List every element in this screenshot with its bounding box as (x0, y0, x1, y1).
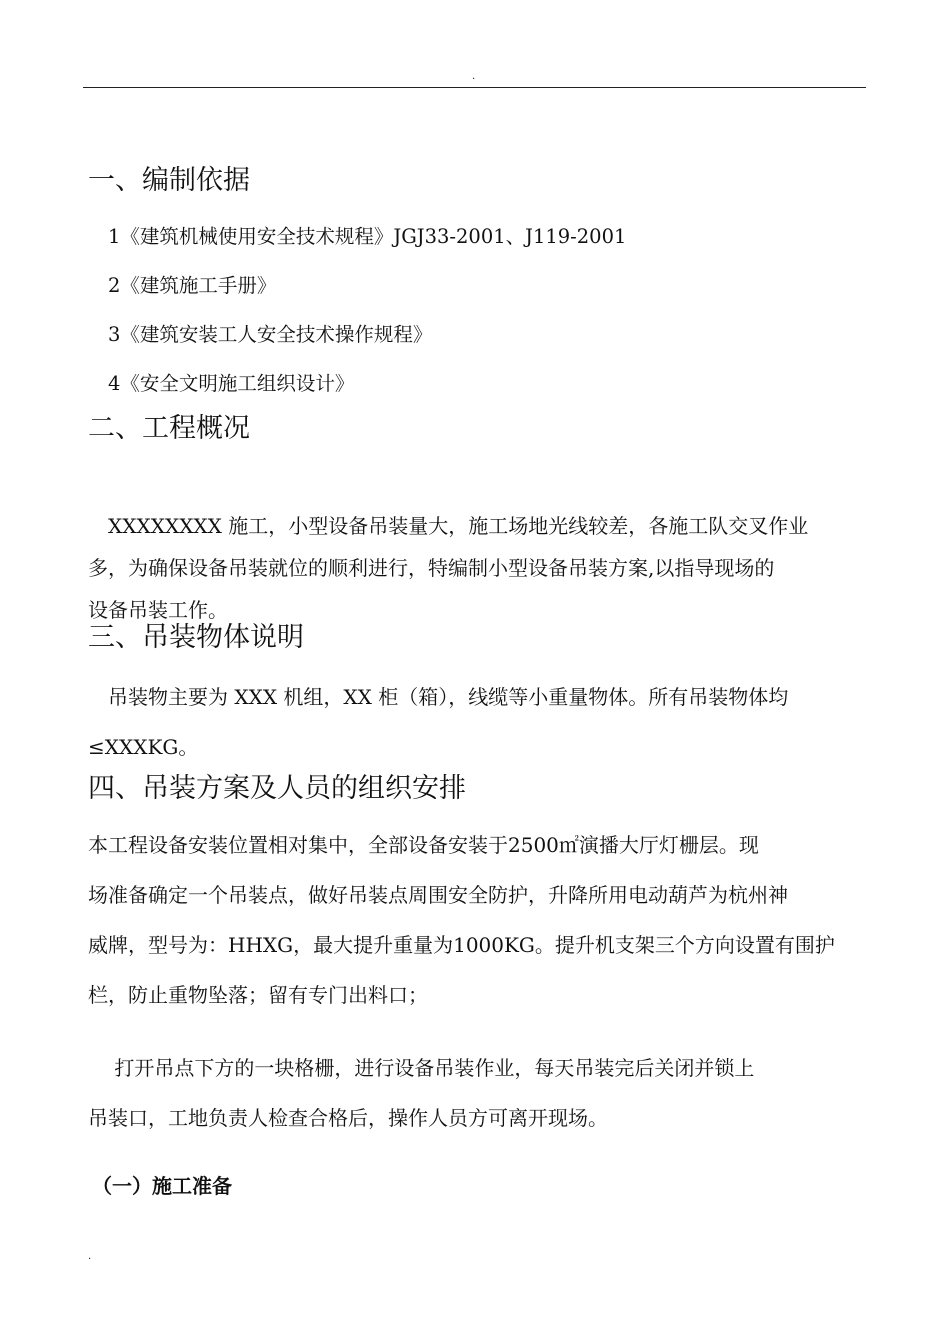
paragraph-line: 打开吊点下方的一块格栅，进行设备吊装作业，每天吊装完后关闭并锁上 (88, 1056, 755, 1080)
paragraph-line: 威牌，型号为：HHXG，最大提升重量为1000KG。提升机支架三个方向设置有围护 (88, 933, 835, 957)
paragraph-line: 本工程设备安装位置相对集中，全部设备安装于2500㎡演播大厅灯栅层。现 (88, 833, 759, 857)
section-3-paragraph (88, 672, 866, 772)
reference-item-2: 2《建筑施工手册》 (108, 274, 277, 297)
reference-item-4: 4《安全文明施工组织设计》 (108, 372, 355, 395)
header-rule (83, 87, 866, 88)
header-dot: . (472, 71, 476, 82)
paragraph-line: 栏，防止重物坠落；留有专门出料口； (88, 983, 428, 1007)
paragraph-line: 吊装物主要为 XXX 机组，XX 柜（箱），线缆等小重量物体。所有吊装物体均 (88, 685, 789, 709)
section-2-paragraph (88, 505, 866, 631)
section-1-title: 一、编制依据 (88, 165, 250, 196)
paragraph-line: 设备吊装工作。 (88, 598, 228, 622)
reference-item-1: 1《建筑机械使用安全技术规程》JGJ33-2001、J119-2001 (108, 225, 627, 248)
paragraph-line: 场准备确定一个吊装点，做好吊装点周围安全防护，升降所用电动葫芦为杭州神 (88, 883, 788, 907)
subsection-title: （一）施工准备 (92, 1174, 232, 1198)
paragraph-line: ≤XXXKG。 (88, 735, 199, 759)
paragraph-line: 多，为确保设备吊装就位的顺利进行，特编制小型设备吊装方案,以指导现场的 (88, 556, 775, 580)
section-4-paragraph-1 (88, 820, 866, 1020)
section-4-paragraph-2 (88, 1043, 866, 1143)
section-4-title: 四、吊装方案及人员的组织安排 (88, 773, 466, 804)
footer-dot: . (88, 1251, 92, 1262)
section-3-title: 三、吊装物体说明 (88, 622, 304, 653)
paragraph-line: 吊装口，工地负责人检查合格后，操作人员方可离开现场。 (88, 1106, 608, 1130)
reference-item-3: 3《建筑安装工人安全技术操作规程》 (108, 323, 433, 346)
paragraph-line: XXXXXXXX 施工，小型设备吊装量大，施工场地光线较差，各施工队交叉作业 (88, 514, 809, 538)
section-2-title: 二、工程概况 (88, 413, 250, 444)
